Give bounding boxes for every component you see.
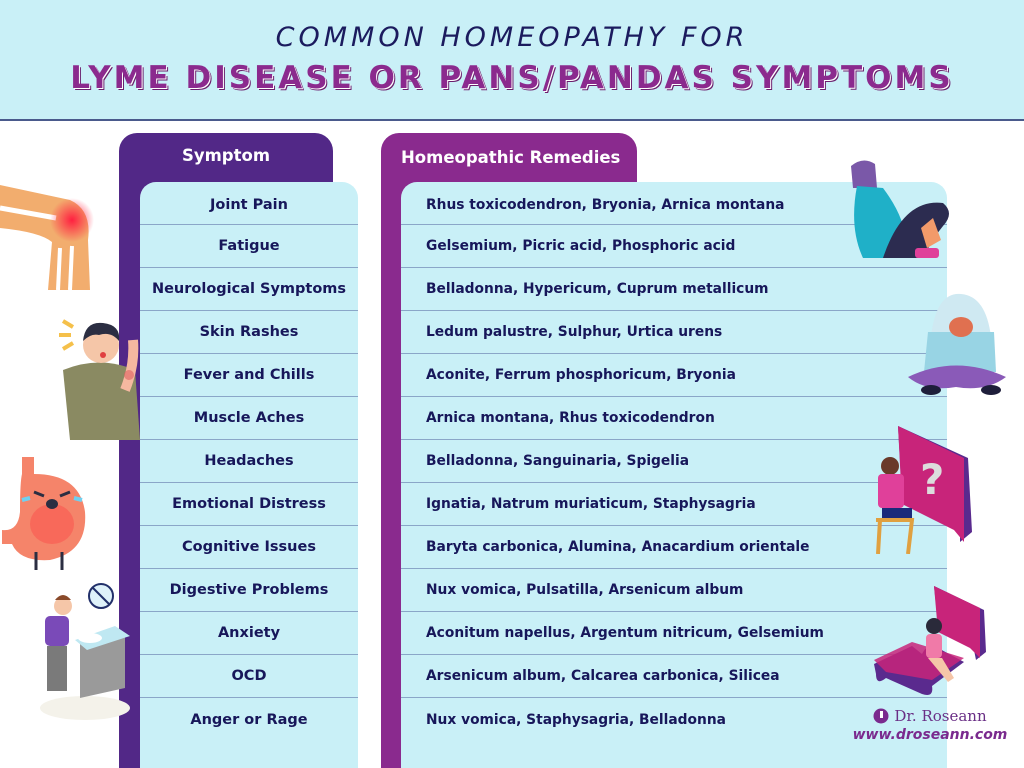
- remedy-list: [401, 182, 947, 768]
- symptom-cell: Fatigue: [140, 225, 358, 268]
- header-banner: [0, 0, 1024, 121]
- symptom-cell: Neurological Symptoms: [140, 268, 358, 311]
- brand-url[interactable]: www.droseann.com: [852, 727, 1008, 743]
- symptom-cell: Joint Pain: [140, 182, 358, 225]
- knee-joint-pain-icon: [0, 180, 100, 292]
- symptom-column-header: Symptom: [181, 146, 271, 165]
- svg-text:?: ?: [920, 455, 945, 504]
- remedy-cell: Nux vomica, Pulsatilla, Arsenicum album: [401, 569, 947, 612]
- remedy-cell: Aconite, Ferrum phosphoricum, Bryonia: [401, 354, 947, 397]
- boy-skin-rash-icon: [55, 315, 145, 443]
- crying-stomach-icon: [0, 452, 96, 570]
- remedy-cell: Belladonna, Sanguinaria, Spigelia: [401, 440, 947, 483]
- remedy-cell: Baryta carbonica, Alumina, Anacardium orientale: [401, 526, 947, 569]
- person-on-puzzle-icon: [872, 582, 992, 700]
- man-washing-hands-ocd-icon: [35, 578, 135, 724]
- remedy-cell: Ledum palustre, Sulphur, Urtica urens: [401, 311, 947, 354]
- remedy-cell: Belladonna, Hypericum, Cuprum metallicum: [401, 268, 947, 311]
- brand-logo-icon: [873, 708, 889, 724]
- symptom-cell: Digestive Problems: [140, 569, 358, 612]
- confused-man-question-icon: [868, 422, 976, 554]
- symptom-cell: Anger or Rage: [190, 712, 308, 728]
- symptom-cell: Muscle Aches: [140, 397, 358, 440]
- remedy-cell: Arsenicum album, Calcarea carbonica, Silicea: [401, 655, 947, 698]
- remedy-cell: Gelsemium, Picric acid, Phosphoric acid: [401, 225, 947, 268]
- brand-name-text: Dr. Roseann: [894, 707, 987, 725]
- brand-signature: [850, 707, 1010, 743]
- symptom-cell: Emotional Distress: [140, 483, 358, 526]
- brand-name: [850, 707, 1010, 725]
- remedy-column-header: Homeopathic Remedies: [401, 148, 621, 167]
- remedy-cell: Arnica montana, Rhus toxicodendron: [401, 397, 947, 440]
- page-title: LYME DISEASE OR PANS/PANDAS SYMPTOMS: [70, 60, 954, 96]
- symptom-cell: Anxiety: [140, 612, 358, 655]
- remedy-cell: Ignatia, Natrum muriaticum, Staphysagria: [401, 483, 947, 526]
- remedy-cell: Nux vomica, Staphysagria, Belladonna: [426, 712, 726, 728]
- symptom-cell: Cognitive Issues: [140, 526, 358, 569]
- symptom-cell: OCD: [140, 655, 358, 698]
- remedy-cell: Aconitum napellus, Argentum nitricum, Gelsemium: [401, 612, 947, 655]
- symptom-list: [140, 182, 358, 768]
- hooded-person-anxiety-icon: [906, 292, 1010, 400]
- remedy-cell: Rhus toxicodendron, Bryonia, Arnica montana: [401, 182, 947, 225]
- symptom-cell: Headaches: [140, 440, 358, 483]
- girl-sitting-fatigue-icon: [843, 158, 958, 266]
- page-subtitle: COMMON HOMEOPATHY FOR: [275, 22, 749, 53]
- symptom-cell: Fever and Chills: [140, 354, 358, 397]
- symptom-cell: Skin Rashes: [140, 311, 358, 354]
